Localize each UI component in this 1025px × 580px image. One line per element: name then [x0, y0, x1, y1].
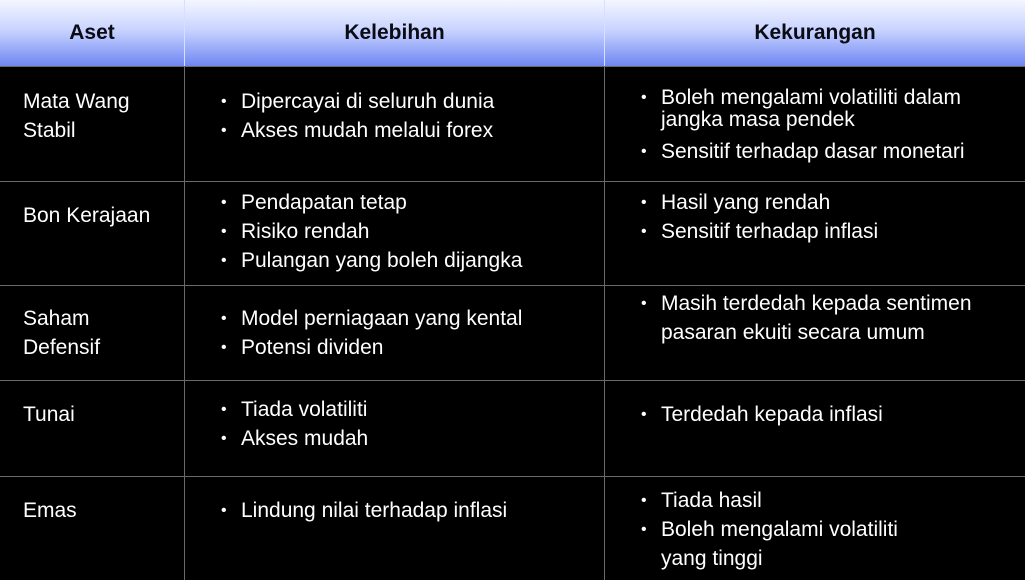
asset-cell [0, 182, 184, 285]
list-item: • Boleh mengalami volatiliti yang tinggi [641, 515, 941, 573]
pros-list [221, 87, 494, 145]
list-item: • Pendapatan tetap [221, 188, 522, 217]
list-item: • Potensi dividen [221, 333, 522, 362]
list-item: • Dipercayai di seluruh dunia [221, 87, 494, 116]
asset-cell [0, 286, 184, 380]
list-item: • Akses mudah melalui forex [221, 116, 494, 145]
cons-cell [604, 182, 1025, 285]
cons-list [641, 188, 878, 246]
pros-cell [184, 182, 604, 285]
cons-cell [604, 477, 1025, 580]
pros-cell [184, 381, 604, 476]
cons-list [641, 87, 1001, 166]
asset-name: Tunai [23, 403, 75, 426]
list-item: • Sensitif terhadap inflasi [641, 217, 878, 246]
pros-list [221, 304, 522, 362]
asset-name: Emas [23, 499, 77, 522]
asset-name: Saham Defensif [23, 307, 101, 359]
asset-cell [0, 67, 184, 181]
asset-name: Bon Kerajaan [23, 204, 151, 227]
cons-cell [604, 381, 1025, 476]
cons-cell [604, 286, 1025, 380]
cons-list [641, 289, 986, 347]
list-item: • Tiada hasil [641, 486, 941, 515]
list-item: • Terdedah kepada inflasi [641, 400, 883, 429]
table-row [0, 66, 1025, 181]
table-header [0, 0, 1025, 66]
table-row [0, 380, 1025, 476]
list-item: • Risiko rendah [221, 217, 522, 246]
list-item: • Sensitif terhadap dasar monetari [641, 137, 1001, 166]
asset-cell [0, 381, 184, 476]
pros-list [221, 395, 368, 453]
header-pros: Kelebihan [184, 0, 604, 66]
pros-cell [184, 477, 604, 580]
pros-cell [184, 286, 604, 380]
asset-name: Mata Wang Stabil [23, 90, 130, 142]
list-item: • Tiada volatiliti [221, 395, 368, 424]
pros-cell [184, 67, 604, 181]
asset-cell [0, 477, 184, 580]
header-cons: Kekurangan [604, 0, 1025, 66]
table-row [0, 181, 1025, 285]
cons-list [641, 486, 941, 573]
table-row [0, 476, 1025, 580]
list-item: • Model perniagaan yang kental [221, 304, 522, 333]
header-asset: Aset [69, 21, 115, 44]
pros-list [221, 188, 522, 275]
cons-cell [604, 67, 1025, 181]
list-item: • Pulangan yang boleh dijangka [221, 246, 522, 275]
list-item: • Hasil yang rendah [641, 188, 878, 217]
cons-list [641, 400, 883, 429]
list-item: • Masih terdedah kepada sentimen pasaran ekuiti secara umum [641, 289, 986, 347]
table-row [0, 285, 1025, 380]
list-item: • Boleh mengalami volatiliti dalam jangka masa pendek [641, 87, 1001, 131]
list-item: • Akses mudah [221, 424, 368, 453]
pros-list [221, 496, 507, 525]
list-item: • Lindung nilai terhadap inflasi [221, 496, 507, 525]
